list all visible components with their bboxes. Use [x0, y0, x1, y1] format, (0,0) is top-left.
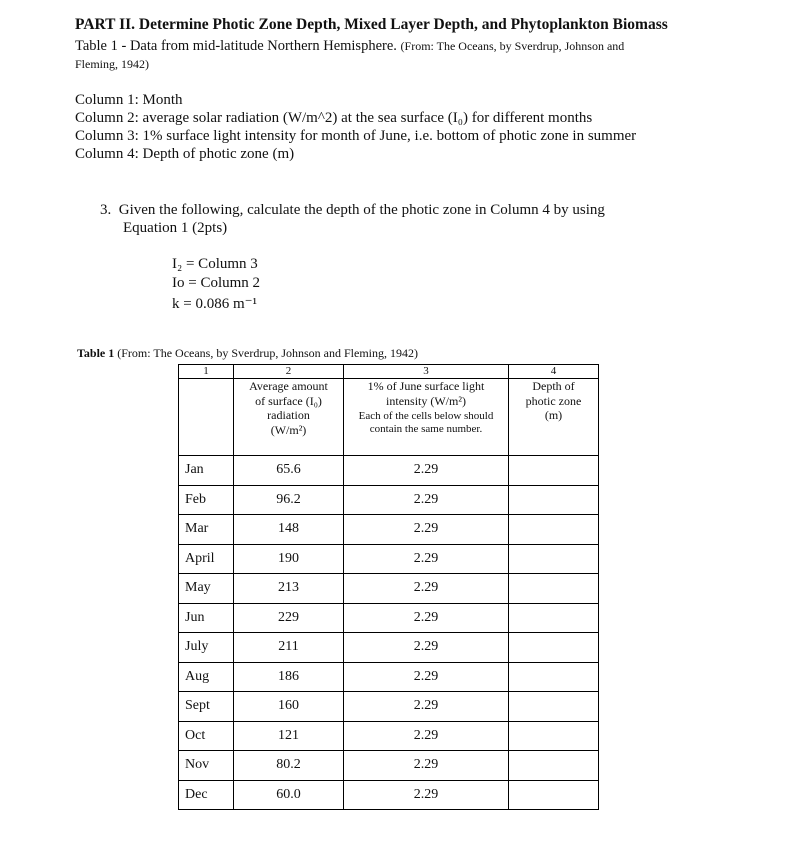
- depth-answer-cell[interactable]: [509, 456, 599, 486]
- header-depth-line: Depth of: [532, 379, 575, 393]
- month-cell: May: [179, 574, 234, 604]
- month-cell: Sept: [179, 692, 234, 722]
- table-subtitle: [75, 38, 624, 55]
- table-row: [179, 662, 599, 692]
- column-desc-1: Column 1: Month: [75, 92, 183, 108]
- month-cell: Dec: [179, 780, 234, 810]
- intensity-cell: 2.29: [344, 692, 509, 722]
- radiation-cell: 211: [234, 633, 344, 663]
- equation-iz: I₂ = Column 3: [172, 256, 258, 272]
- radiation-cell: 213: [234, 574, 344, 604]
- subtitle-source: (From: The Oceans, by Sverdrup, Johnson and: [400, 39, 625, 53]
- table-caption-rest: (From: The Oceans, by Sverdrup, Johnson and Fleming, 1942): [114, 346, 418, 360]
- col-number-4: 4: [509, 365, 599, 379]
- question-text: Given the following, calculate the depth of the photic zone in Column 4 by using: [118, 202, 605, 218]
- table-caption: [77, 346, 418, 361]
- table-row: [179, 574, 599, 604]
- header-intensity-line: intensity (W/m²): [386, 393, 466, 408]
- radiation-cell: 121: [234, 721, 344, 751]
- month-cell: Jan: [179, 456, 234, 486]
- page-title: PART II. Determine Photic Zone Depth, Mixed Layer Depth, and Phytoplankton Biomass: [75, 16, 668, 33]
- depth-answer-cell[interactable]: [509, 515, 599, 545]
- column-number-row: [179, 365, 599, 379]
- table-row: [179, 603, 599, 633]
- header-radiation-line: of surface (I₀): [255, 393, 322, 408]
- intensity-cell: 2.29: [344, 574, 509, 604]
- month-cell: July: [179, 633, 234, 663]
- intensity-cell: 2.29: [344, 780, 509, 810]
- depth-answer-cell[interactable]: [509, 603, 599, 633]
- month-cell: Jun: [179, 603, 234, 633]
- header-radiation-line: radiation: [267, 408, 310, 422]
- header-radiation-line: (W/m²): [270, 422, 307, 437]
- intensity-cell: 2.29: [344, 721, 509, 751]
- table-row: [179, 515, 599, 545]
- table-row: [179, 633, 599, 663]
- question-number: 3.: [100, 202, 112, 218]
- header-depth-line: photic zone: [525, 393, 582, 408]
- header-intensity-note: contain the same number.: [369, 423, 483, 435]
- header-depth-line: (m): [544, 408, 563, 422]
- table-row: [179, 692, 599, 722]
- table-caption-bold: Table 1: [77, 346, 115, 360]
- intensity-cell: 2.29: [344, 662, 509, 692]
- month-cell: Aug: [179, 662, 234, 692]
- header-intensity-note: Each of the cells below should: [358, 410, 494, 422]
- depth-answer-cell[interactable]: [509, 574, 599, 604]
- subtitle-source-cont: Fleming, 1942): [75, 57, 149, 71]
- table-row: [179, 721, 599, 751]
- radiation-cell: 148: [234, 515, 344, 545]
- depth-answer-cell[interactable]: [509, 544, 599, 574]
- depth-answer-cell[interactable]: [509, 633, 599, 663]
- question-line-2: Equation 1 (2pts): [123, 220, 228, 236]
- depth-answer-cell[interactable]: [509, 751, 599, 781]
- question-line-1: [100, 202, 605, 219]
- equation-io: Io = Column 2: [172, 275, 261, 291]
- intensity-cell: 2.29: [344, 633, 509, 663]
- header-intensity-line: 1% of June surface light: [367, 379, 485, 393]
- table-row: [179, 456, 599, 486]
- header-row: [179, 379, 599, 456]
- radiation-cell: 190: [234, 544, 344, 574]
- intensity-cell: 2.29: [344, 544, 509, 574]
- intensity-cell: 2.29: [344, 751, 509, 781]
- month-cell: Mar: [179, 515, 234, 545]
- intensity-cell: 2.29: [344, 515, 509, 545]
- subtitle-main: Table 1 - Data from mid-latitude Northern Hemisphere.: [75, 38, 401, 54]
- depth-answer-cell[interactable]: [509, 780, 599, 810]
- col-number-3: 3: [344, 365, 509, 379]
- radiation-cell: 96.2: [234, 485, 344, 515]
- month-cell: Oct: [179, 721, 234, 751]
- depth-answer-cell[interactable]: [509, 485, 599, 515]
- radiation-cell: 60.0: [234, 780, 344, 810]
- depth-answer-cell[interactable]: [509, 662, 599, 692]
- header-intensity: [344, 379, 509, 456]
- radiation-cell: 80.2: [234, 751, 344, 781]
- month-cell: Nov: [179, 751, 234, 781]
- month-cell: April: [179, 544, 234, 574]
- intensity-cell: 2.29: [344, 456, 509, 486]
- table-row: [179, 485, 599, 515]
- col-number-1: 1: [179, 365, 234, 379]
- intensity-cell: 2.29: [344, 485, 509, 515]
- depth-answer-cell[interactable]: [509, 721, 599, 751]
- table-row: [179, 780, 599, 810]
- column-desc-4: Column 4: Depth of photic zone (m): [75, 146, 295, 162]
- table-row: [179, 751, 599, 781]
- equation-k: k = 0.086 m⁻¹: [172, 296, 258, 312]
- intensity-cell: 2.29: [344, 603, 509, 633]
- col-number-2: 2: [234, 365, 344, 379]
- data-table: [178, 364, 599, 810]
- column-desc-3: Column 3: 1% surface light intensity for month of June, i.e. bottom of photic zone in summer: [75, 128, 637, 144]
- column-desc-2: Column 2: average solar radiation (W/m^2) at the sea surface (I₀) for different months: [75, 110, 593, 126]
- radiation-cell: 186: [234, 662, 344, 692]
- header-radiation: [234, 379, 344, 456]
- header-depth: [509, 379, 599, 456]
- radiation-cell: 229: [234, 603, 344, 633]
- header-radiation-line: Average amount: [249, 379, 328, 393]
- header-month: [179, 379, 234, 456]
- depth-answer-cell[interactable]: [509, 692, 599, 722]
- table-row: [179, 544, 599, 574]
- radiation-cell: 160: [234, 692, 344, 722]
- month-cell: Feb: [179, 485, 234, 515]
- radiation-cell: 65.6: [234, 456, 344, 486]
